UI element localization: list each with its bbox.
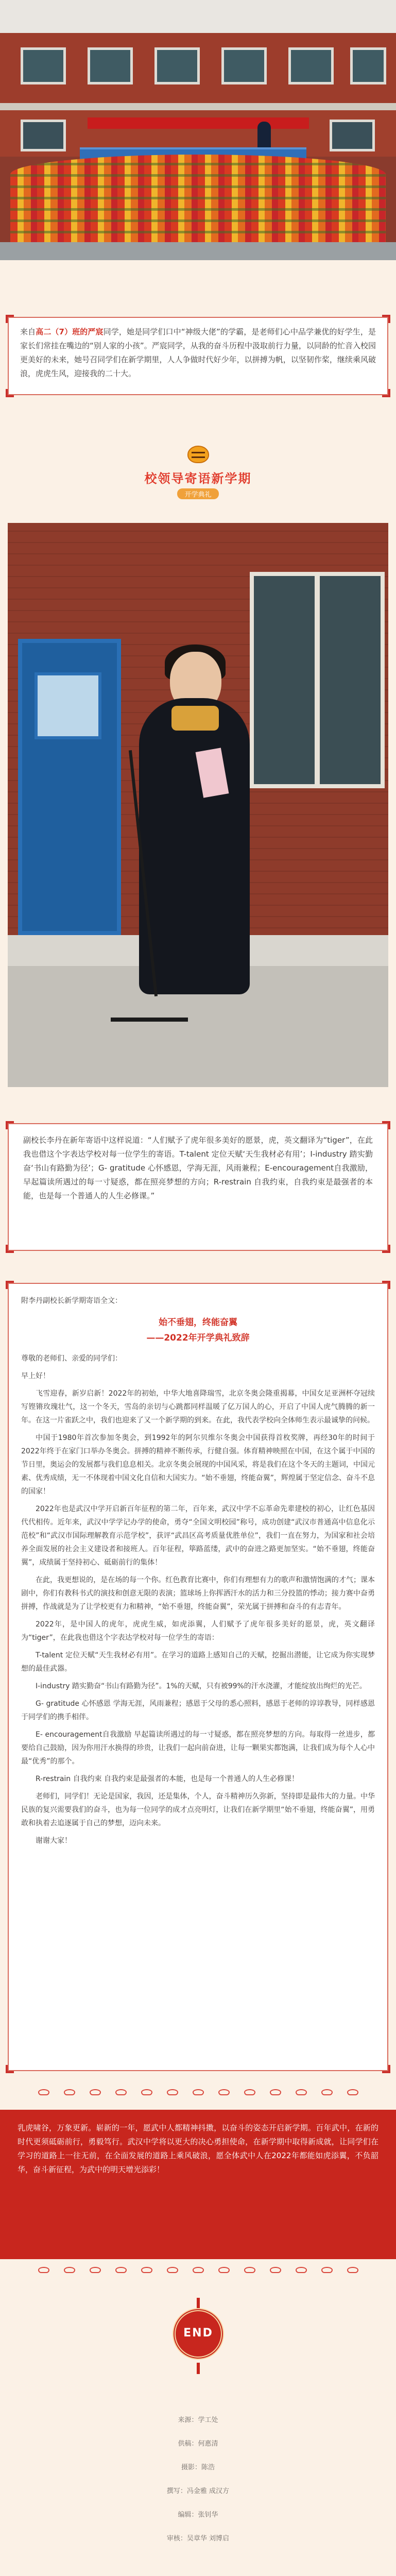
credit-line: 编辑：张钊华 (178, 2511, 218, 2519)
cloud-icon (347, 2089, 358, 2095)
cloud-icon (296, 2267, 307, 2273)
closing-text: 乳虎啸谷，万象更新。崭新的一年，愿武中人都精神抖擞，以奋斗的姿态开启新学期。百年武中，在新的时代更须砥砺前行，勇毅笃行。武汉中学将以更大的决心勇担使命，在新学期中取得新成就，让同学们在学习的道路上一往无前，在全面发展的道路上乘风破浪，愿全体武中人在2022年都能如虎添翼，不负韶华，奋斗新征程，为武中的明天增光添彩！ (18, 2123, 378, 2174)
building-roof (0, 0, 396, 33)
building-window (221, 47, 267, 84)
cloud-icon (141, 2267, 152, 2273)
cloud-icon (167, 2089, 178, 2095)
door-window (35, 672, 101, 739)
speech-paragraph: 尊敬的老师们、亲爱的同学们： (21, 1354, 122, 1363)
speech-paragraph: 老师们，同学们！无论是国家，我因，还是集体，个人，奋斗精神历久弥新，坚持即是最伟大的力量。中华民族的复兴需要我们的奋斗，也为每一位同学的成才点亮明灯，让我们在新学期里“始不垂翅，终能奋翼”，用勇敢和执着去追逐属于自己的梦想，迈向未来。 (21, 1792, 375, 1827)
end-ray (197, 2363, 200, 2374)
speech-paragraph: 中国于1980年首次参加冬奥会，到1992年的阿尔贝维尔冬奥会中国获得首枚奖牌，再经30年的时间于2022年终于在家门口举办冬奥会。拼搏的精神不断传承，行健自强。体育精神映照在中国，在这个属于中国的节日里，奥运会的发展都与我们息息相关。北京冬奥会展现的中国风采，将是我们在这个冬天的主题词，中国元素、优秀成绩，无一不体现着中国文化自信和大国实力。“始不垂翅，终能奋翼”，辉煌属于坚定信念、奋斗不息的国家！ (21, 1434, 375, 1496)
vice-principal-speech-photo (8, 523, 388, 1087)
cloud-icon (167, 2267, 178, 2273)
cloud-icon (321, 2267, 333, 2273)
corner-decoration (382, 1281, 390, 1289)
speech-paragraph: E- encouragement自我激励 早起篇读所遇过的每一寸疑惑，都在照亮梦想的方向。每取得一丝进步，都要给自己鼓励，因为你用汗水换得的珍贵，让我们一起向前奋进，让每一颗果实都饱满，让我们成为每个人心中最“优秀”的那个。 (21, 1731, 375, 1766)
speech-paragraph: T-talent 定位天赋“天生我材必有用”。在学习的道路上感知自己的天赋，挖掘出潜能，让它成为你实现梦想的最佳武器。 (21, 1651, 375, 1673)
quote-text: 副校长李丹在新年寄语中这样说道：“人们赋予了虎年很多美好的愿景，虎，英文翻译为“tiger”，在此我也借这个字表达学校对每一位学生的寄语。T-talent 定位天赋‘天生我材必有用’；I-industry 踏实勤奋‘书山有路勤为径’；G- gratitude 心怀感恩，学海无涯，风雨兼程；E-encouragement自我激励，早起篇读所遇过的每一寸疑惑，都在照亮梦想的方向；R-restrain 自我约束，自我约束是最强者的本能，也是每一个普通人的人生必修课。” (23, 1136, 373, 1200)
end-text: END (183, 2327, 213, 2340)
building-ledge (0, 103, 396, 110)
speech-paragraph: 在此，我更想说的，是在场的每一个你。红色教育比赛中，你们有理想有力的歌声和激情饱满的才气；课本剧中，你们有教科书式的演技和创意无限的表演；篮球场上你挥洒汗水的活力和三分投篮的悸动；接力赛中奋勇拼搏，作战就是为了让学校更有力和精神，“始不垂翅，终能奋翼”，荣光属于拼搏和奋斗的有志青年。 (21, 1576, 375, 1611)
building-window (21, 47, 66, 84)
tiger-icon (187, 446, 209, 463)
credit-line: 供稿：何惠清 (178, 2440, 218, 2448)
building-window (250, 572, 385, 788)
flower-display (10, 155, 386, 245)
cloud-icon (270, 2089, 281, 2095)
student-name-highlight: 高二（7）班的严宸 (36, 327, 104, 336)
corner-decoration (6, 389, 14, 397)
cloud-icon (218, 2267, 230, 2273)
building-window (21, 120, 66, 151)
closing-banner (0, 2110, 396, 2259)
speech-paragraph: 飞雪迎春，新岁启新！2022年的初始，中华大地喜降瑞雪，北京冬奥会隆重揭幕，中国女足亚洲杯夺冠续写铿锵玫瑰壮气，这一个冬天，雪岛的亲切与心跳都同样温暖了亿万国人的心，开启了中国人虎气腾腾的新一年。在这一片雀跃之中，我们也迎来了又一个新学期的到来。在此，我代表学校向全体师生表示最诚挚的问候。 (21, 1389, 375, 1425)
decorative-divider (0, 2089, 396, 2095)
speaker-coat (139, 698, 250, 994)
speech-paragraph: I-industry 踏实勤奋“书山有路勤为径”。1%的天赋，只有被99%的汗水浇灌，才能绽放出绚烂的光芒。 (36, 1682, 367, 1690)
intro-prefix: 来自 (20, 327, 36, 336)
intro-paragraph (9, 318, 387, 388)
cloud-icon (141, 2089, 152, 2095)
speech-title (21, 1315, 375, 1346)
end-mark (160, 2298, 237, 2375)
section-subtitle: 开学典礼 (177, 488, 218, 499)
speech-intro: 附李丹副校长新学期寄语全文： (21, 1297, 122, 1305)
corner-decoration (382, 2065, 390, 2073)
corner-decoration (6, 2065, 14, 2073)
section-title: 校领导寄语新学期 (144, 471, 252, 486)
cloud-icon (193, 2267, 204, 2273)
cloud-icon (270, 2267, 281, 2273)
speech-title-line2: ——2022年开学典礼致辞 (146, 1333, 250, 1343)
cloud-icon (244, 2089, 255, 2095)
cloud-icon (347, 2267, 358, 2273)
speech-body (21, 1352, 375, 1848)
building-window (88, 47, 133, 84)
speech-box (8, 1283, 388, 2071)
cloud-icon (38, 2267, 49, 2273)
corner-decoration (6, 1281, 14, 1289)
intro-text: 同学，她是同学们口中“神级大佬”的学霸，是老师们心中品学兼优的好学生，是家长们常挂在嘴边的“别人家的小孩”。严宸同学，从我的奋斗历程中汲取前行力量，以同龄的忙音入校园更美好的未来，她号召同学们在新学期里，人人争做时代好少年，以拼搏为帆，以坚韧作桨，继续乘风破浪，虎虎生风，迎接我的二十大。 (20, 327, 376, 378)
cloud-icon (115, 2089, 127, 2095)
speech-paragraph: 2022年，是中国人的虎年，虎虎生威，如虎添翼，人们赋予了虎年很多美好的愿景，虎，英文翻译为“tiger”，在此我也借这个字表达学校对每一位学生的寄语： (21, 1620, 375, 1642)
corner-decoration (6, 1121, 14, 1129)
credit-line: 撰写：冯金雅 成汉方 (166, 2487, 230, 2495)
cloud-icon (193, 2089, 204, 2095)
credit-line: 来源：学工处 (178, 2416, 218, 2424)
speech-paragraph: R-restrain 自我约束 自我约束是最强者的本能，也是每一个普通人的人生必修课！ (36, 1775, 299, 1783)
cloud-icon (244, 2267, 255, 2273)
corner-decoration (6, 315, 14, 323)
credits (0, 2409, 396, 2551)
credit-line: 审核：吴章华 刘博启 (166, 2535, 230, 2543)
corner-decoration (382, 389, 390, 397)
speech-title-line1: 始不垂翅，终能奋翼 (159, 1317, 237, 1328)
speech-paragraph: G- gratitude 心怀感恩 学海无涯，风雨兼程；感恩于父母的悉心照料，感恩于老师的谆谆教导，同样感恩于同学们的携手相伴。 (21, 1700, 375, 1721)
building-window (350, 47, 386, 84)
cloud-icon (90, 2267, 101, 2273)
end-ray (197, 2298, 200, 2309)
cloud-icon (64, 2267, 75, 2273)
speaker-scarf (171, 706, 219, 731)
campus-ceremony-photo (0, 0, 396, 260)
cloud-icon (90, 2089, 101, 2095)
corner-decoration (382, 315, 390, 323)
intro-box (8, 317, 388, 395)
ground (0, 242, 396, 260)
red-banner (88, 117, 309, 129)
cloud-icon (218, 2089, 230, 2095)
corner-decoration (382, 1245, 390, 1253)
building-window (330, 120, 375, 151)
speech-paragraph: 谢谢大家！ (36, 1837, 72, 1845)
quote-box (8, 1123, 388, 1251)
speech-paragraph: 2022年也是武汉中学开启新百年征程的第二年，百年来，武汉中学不忘革命先辈建校的初心，让红色基因代代相传。近年来，武汉中学学记办学的使命，勇夺“全国文明校园”称号，成功创建“武汉市普通高中信息化示范校”和“武汉市国际理解教育示范学校”，获评“武昌区高考质量优胜单位”，我们一直在努力，为国家和社会培养全面发展的社会主义建设者和接班人。百年征程，筚路蓝缕，武中的奋进之路更加坚实。“始不垂翅，终能奋翼”，成绩属于坚持初心、砥砺前行的集体！ (21, 1505, 375, 1567)
cloud-icon (321, 2089, 333, 2095)
decorative-divider (0, 2267, 396, 2273)
cloud-icon (64, 2089, 75, 2095)
corner-decoration (6, 1245, 14, 1253)
section-header (0, 446, 396, 499)
speech-paragraph: 早上好！ (21, 1372, 50, 1380)
cloud-icon (38, 2089, 49, 2095)
building-window (288, 47, 334, 84)
microphone-base (111, 1018, 188, 1022)
building-window (154, 47, 200, 84)
corner-decoration (382, 1121, 390, 1129)
cloud-icon (115, 2267, 127, 2273)
credit-line: 摄影：陈浩 (181, 2464, 215, 2471)
cloud-icon (296, 2089, 307, 2095)
